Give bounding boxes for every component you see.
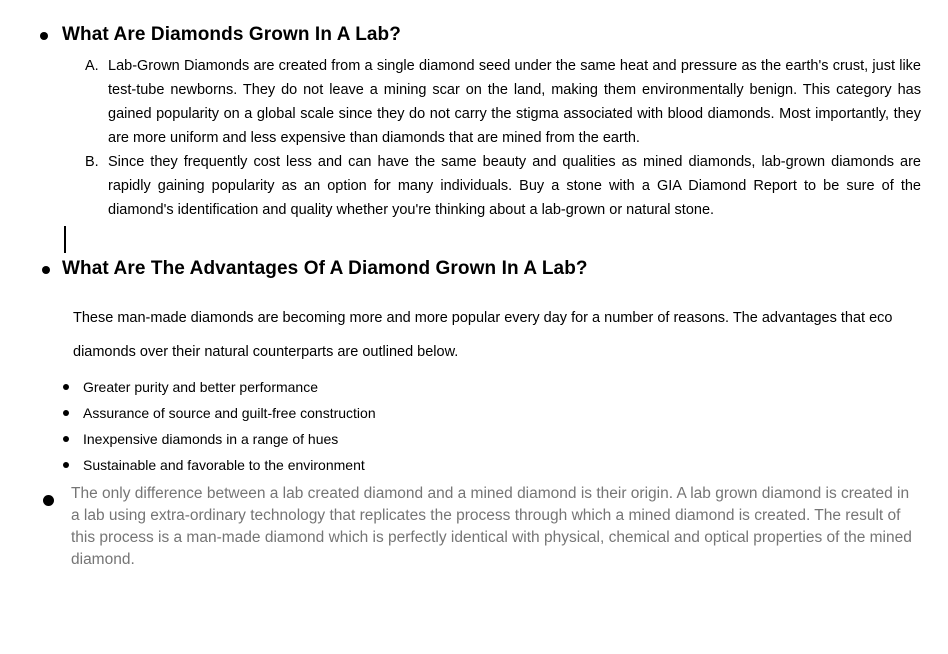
advantages-list (63, 374, 376, 478)
advantage-item[interactable] (63, 400, 376, 426)
paragraph-lab-grown-diamonds[interactable]: Lab-Grown Diamonds are created from a single diamond seed under the same heat and pressure as the earth's crust, just like test-tube newborns. They do not leave a mining scar on the land, making them environmentally benign. This category has gained popularity on a global scale since they do not carry the stigma associated with blood diamonds. Most importantly, they are more uniform and less expensive than diamonds that are mined from the earth. (108, 58, 921, 146)
list-marker-a: A. (85, 58, 99, 74)
advantage-item[interactable] (63, 426, 376, 452)
note-paragraph[interactable]: The only difference between a lab created diamond and a mined diamond is their origin. A lab grown diamond is created in a lab using extra-ordinary technology that replicates the process through which a mined diamond is created. The result of this process is a man-made diamond which is perfectly identical with physical, chemical and optical properties of the mined diamond. (71, 485, 912, 568)
text-cursor (64, 226, 66, 253)
paragraph-cost-less[interactable]: Since they frequently cost less and can have the same beauty and qualities as mined diamonds, lab-grown diamonds are rapidly gaining popularity as an option for many individuals. Buy a stone with a GIA Diamond Report to be sure of the diamond's identification and quality whether you're thinking about a lab-grown or natural stone. (108, 154, 921, 218)
list-marker-b: B. (85, 154, 99, 170)
lettered-item-b (85, 150, 921, 222)
bullet-icon (40, 32, 48, 40)
advantage-label: Assurance of source and guilt-free construction (83, 405, 376, 421)
lettered-item-a (85, 54, 921, 150)
section-2-heading[interactable]: What Are The Advantages Of A Diamond Grown In A Lab? (62, 258, 588, 279)
bullet-icon (63, 462, 69, 468)
advantage-label: Inexpensive diamonds in a range of hues (83, 431, 339, 447)
bullet-icon (63, 410, 69, 416)
advantage-label: Sustainable and favorable to the environment (83, 457, 365, 473)
bullet-icon (63, 384, 69, 390)
intro-paragraph[interactable]: These man-made diamonds are becoming more and more popular every day for a number of reasons. The advantages that eco diamonds over their natural counterparts are outlined below. (73, 310, 893, 360)
bullet-icon (42, 266, 50, 274)
bullet-icon (63, 436, 69, 442)
advantage-item[interactable] (63, 374, 376, 400)
advantage-item[interactable] (63, 452, 376, 478)
bullet-icon (43, 495, 54, 506)
lettered-list (85, 54, 921, 222)
section-1-heading[interactable]: What Are Diamonds Grown In A Lab? (62, 24, 401, 45)
advantage-label: Greater purity and better performance (83, 379, 319, 395)
